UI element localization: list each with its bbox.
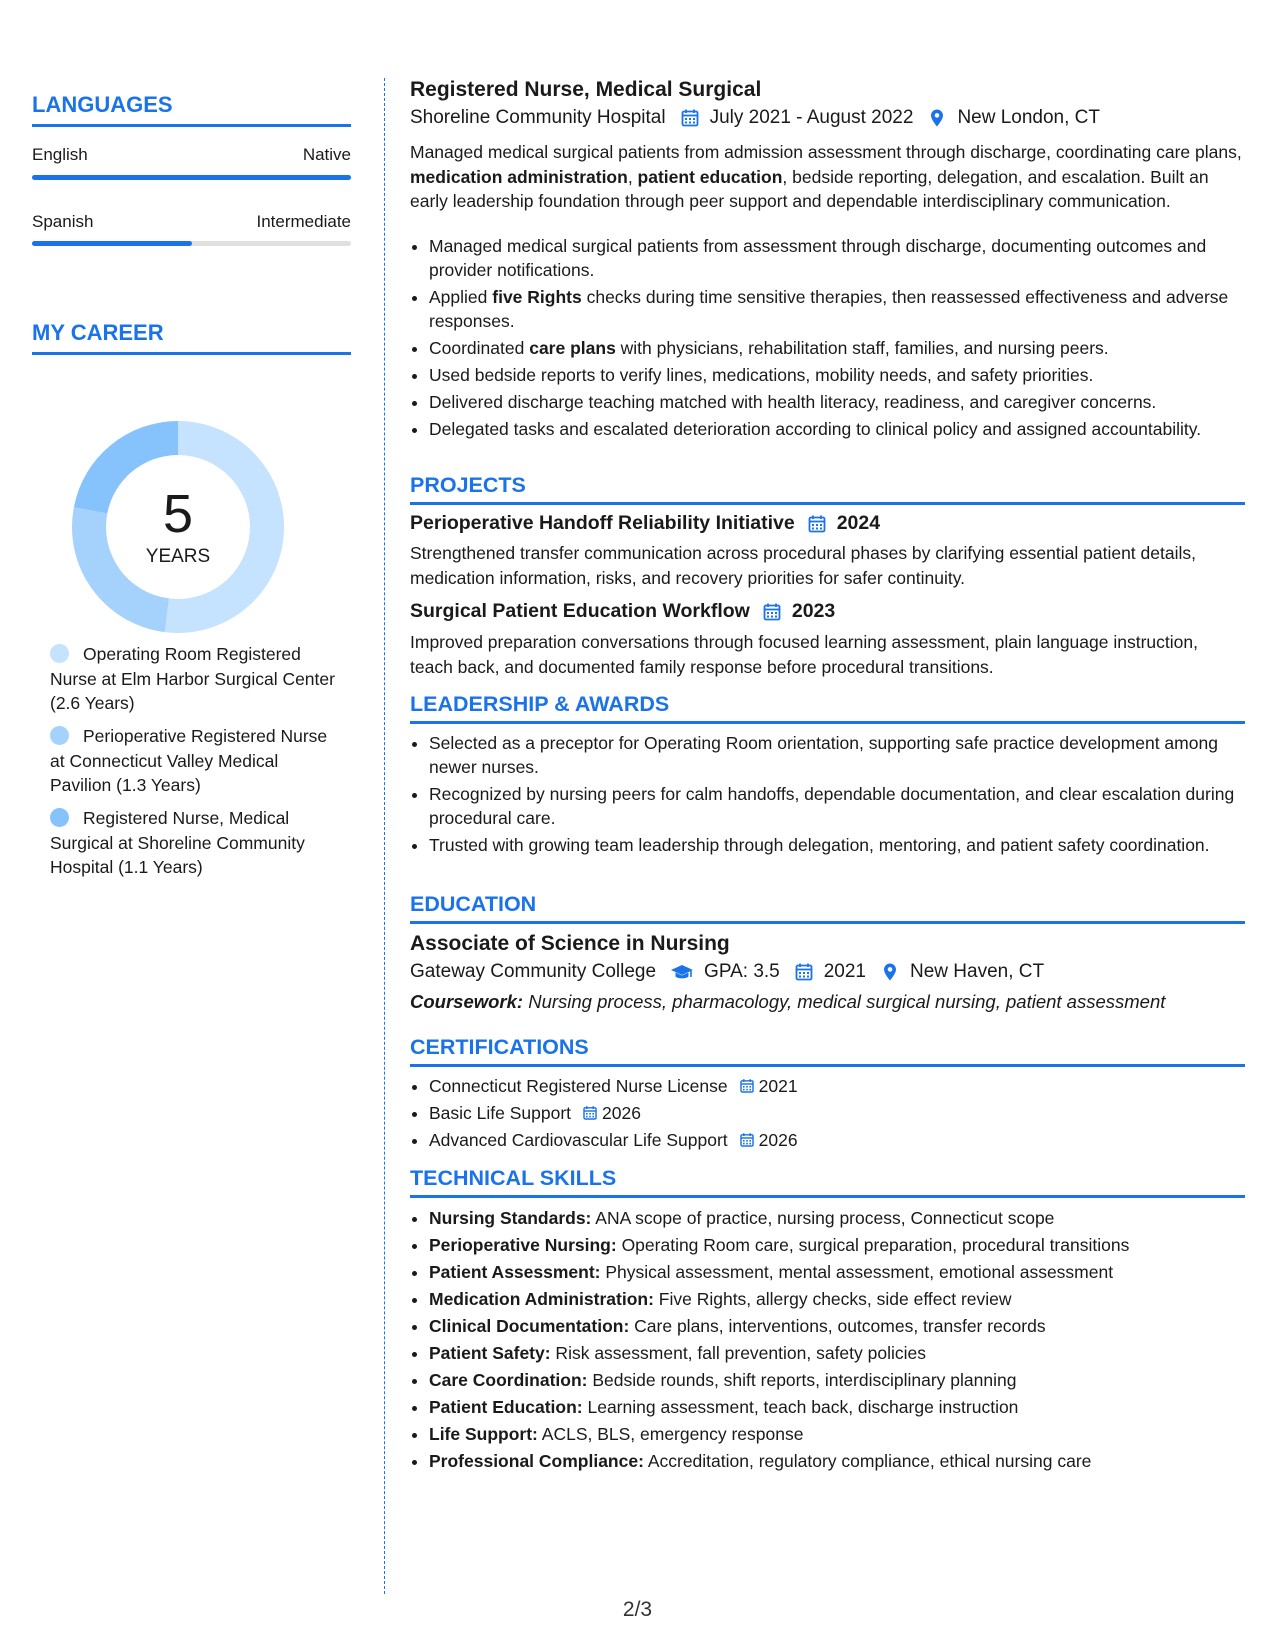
list-item: • Delivered discharge teaching matched with health literacy, readiness, and caregiver concerns.: [429, 390, 1264, 414]
certifications-list: [410, 1074, 1264, 1155]
language-level: Intermediate: [256, 212, 351, 231]
certifications-heading: CERTIFICATIONS: [410, 1035, 1245, 1067]
school-name: Gateway Community College: [410, 961, 657, 982]
job-summary: [410, 140, 1245, 214]
project-title: Perioperative Handoff Reliability Initiative: [410, 512, 795, 534]
list-item: • Patient Education: Learning assessment, teach back, discharge instruction: [429, 1395, 1264, 1419]
coursework: [410, 990, 1245, 1015]
career-donut-chart: [66, 415, 290, 639]
list-item: • Care Coordination: Bedside rounds, shift reports, interdisciplinary planning: [429, 1368, 1264, 1392]
job-meta: [410, 107, 1100, 129]
language-proficiency-fill: [32, 175, 351, 180]
career-legend-item: [50, 806, 340, 880]
list-item: • Connecticut Registered Nurse License 2021: [429, 1074, 1264, 1098]
degree: Associate of Science in Nursing: [410, 932, 730, 955]
career-legend-label: Perioperative Registered Nurse at Connecticut Valley Medical Pavilion (1.3 Years): [50, 726, 328, 795]
list-item: • Selected as a preceptor for Operating Room orientation, supporting safe practice development among newer nurses.: [429, 731, 1264, 779]
job-location: New London, CT: [957, 107, 1101, 128]
list-item: • Managed medical surgical patients from assessment through discharge, documenting outcomes and provider notifications.: [429, 234, 1264, 282]
calendar-icon: [762, 602, 782, 622]
project-year: 2023: [791, 600, 836, 622]
list-item: • Nursing Standards: ANA scope of practice, nursing process, Connecticut scope: [429, 1206, 1264, 1230]
leadership-heading: LEADERSHIP & AWARDS: [410, 692, 1245, 724]
language-proficiency-bar: [32, 175, 351, 180]
skills-list: [410, 1206, 1264, 1476]
skills-heading: TECHNICAL SKILLS: [410, 1166, 1245, 1198]
summary-text: ,: [627, 166, 638, 187]
career-legend-label: Registered Nurse, Medical Surgical at Shoreline Community Hospital (1.1 Years): [50, 808, 305, 877]
list-item: • Patient Assessment: Physical assessment, mental assessment, emotional assessment: [429, 1260, 1264, 1284]
coursework-label: Coursework:: [410, 991, 524, 1012]
school-location: New Haven, CT: [910, 961, 1045, 982]
calendar-icon: [794, 962, 814, 982]
calendar-icon: [739, 1078, 755, 1094]
job-bullets: [410, 234, 1264, 444]
page-number: 2/3: [622, 1598, 653, 1621]
language-level: Native: [302, 145, 351, 164]
list-item: • Trusted with growing team leadership through delegation, mentoring, and patient safety coordination.: [429, 833, 1264, 857]
project-description: Improved preparation conversations through focused learning assessment, plain language instruction, teach back, and documented family response before procedural transitions.: [410, 632, 1198, 677]
list-item: • Medication Administration: Five Rights, allergy checks, side effect review: [429, 1287, 1264, 1311]
list-item: • Advanced Cardiovascular Life Support 2026: [429, 1128, 1264, 1152]
legend-dot: [50, 808, 69, 827]
job-dates: July 2021 - August 2022: [709, 107, 914, 128]
list-item: • Patient Safety: Risk assessment, fall prevention, safety policies: [429, 1341, 1264, 1365]
summary-text: , bedside reporting, delegation, and escalation. Built an early leadership foundation through peer support and dependable interdisciplinary communication.: [410, 166, 1209, 211]
location-pin-icon: [880, 962, 900, 982]
career-legend-label: Operating Room Registered Nurse at Elm Harbor Surgical Center (2.6 Years): [50, 644, 335, 713]
employer: Shoreline Community Hospital: [410, 107, 666, 128]
graduation-cap-icon: [670, 962, 694, 982]
summary-emphasis: patient education: [637, 166, 783, 187]
location-pin-icon: [927, 108, 947, 128]
donut-segment: [72, 507, 169, 632]
legend-dot: [50, 644, 69, 663]
list-item: • Delegated tasks and escalated deterioration according to clinical policy and assigned accountability.: [429, 417, 1264, 441]
language-proficiency-fill: [32, 241, 192, 246]
column-divider: [384, 78, 385, 1594]
list-item: • Clinical Documentation: Care plans, interventions, outcomes, transfer records: [429, 1314, 1264, 1338]
legend-dot: [50, 726, 69, 745]
list-item: • Recognized by nursing peers for calm handoffs, dependable documentation, and clear escalation during procedural care.: [429, 782, 1264, 830]
project-title: Surgical Patient Education Workflow: [410, 600, 750, 622]
job-title: Registered Nurse, Medical Surgical: [410, 78, 762, 101]
language-row: [32, 145, 351, 165]
project-year: 2024: [836, 512, 881, 534]
summary-text: Managed medical surgical patients from admission assessment through discharge, coordinating care plans,: [410, 142, 1242, 162]
education-meta: [410, 961, 1044, 983]
coursework-text: Nursing process, pharmacology, medical surgical nursing, patient assessment: [523, 991, 1166, 1012]
language-row: [32, 212, 351, 232]
list-item: • Applied five Rights checks during time sensitive therapies, then reassessed effectiveness and adverse responses.: [429, 285, 1264, 333]
calendar-icon: [739, 1132, 755, 1148]
list-item: • Coordinated care plans with physicians, rehabilitation staff, families, and nursing peers.: [429, 336, 1264, 360]
calendar-icon: [582, 1105, 598, 1121]
graduation-year: 2021: [823, 961, 867, 982]
career-legend-item: [50, 724, 340, 798]
calendar-icon: [807, 514, 827, 534]
list-item: • Used bedside reports to verify lines, medications, mobility needs, and safety priorities.: [429, 363, 1264, 387]
career-total-years: 5: [162, 484, 194, 544]
project-description: Strengthened transfer communication across procedural phases by clarifying essential patient details, medication information, risks, and recovery priorities for safer continuity.: [410, 543, 1196, 588]
language-name: English: [32, 145, 88, 164]
languages-heading: LANGUAGES: [32, 92, 351, 127]
gpa: GPA: 3.5: [704, 961, 780, 982]
career-years-label: YEARS: [145, 546, 211, 567]
list-item: • Basic Life Support 2026: [429, 1101, 1264, 1125]
list-item: • Life Support: ACLS, BLS, emergency response: [429, 1422, 1264, 1446]
list-item: • Perioperative Nursing: Operating Room care, surgical preparation, procedural transitions: [429, 1233, 1264, 1257]
summary-emphasis: medication administration: [410, 166, 628, 187]
language-proficiency-bar: [32, 241, 351, 246]
language-name: Spanish: [32, 212, 94, 231]
career-heading: MY CAREER: [32, 320, 351, 355]
list-item: • Professional Compliance: Accreditation, regulatory compliance, ethical nursing care: [429, 1449, 1264, 1473]
education-heading: EDUCATION: [410, 892, 1245, 924]
calendar-icon: [680, 108, 700, 128]
project-title-row: [410, 600, 835, 623]
leadership-list: [410, 731, 1264, 860]
career-legend-item: [50, 642, 340, 716]
project-title-row: [410, 512, 880, 535]
projects-heading: PROJECTS: [410, 473, 1245, 505]
